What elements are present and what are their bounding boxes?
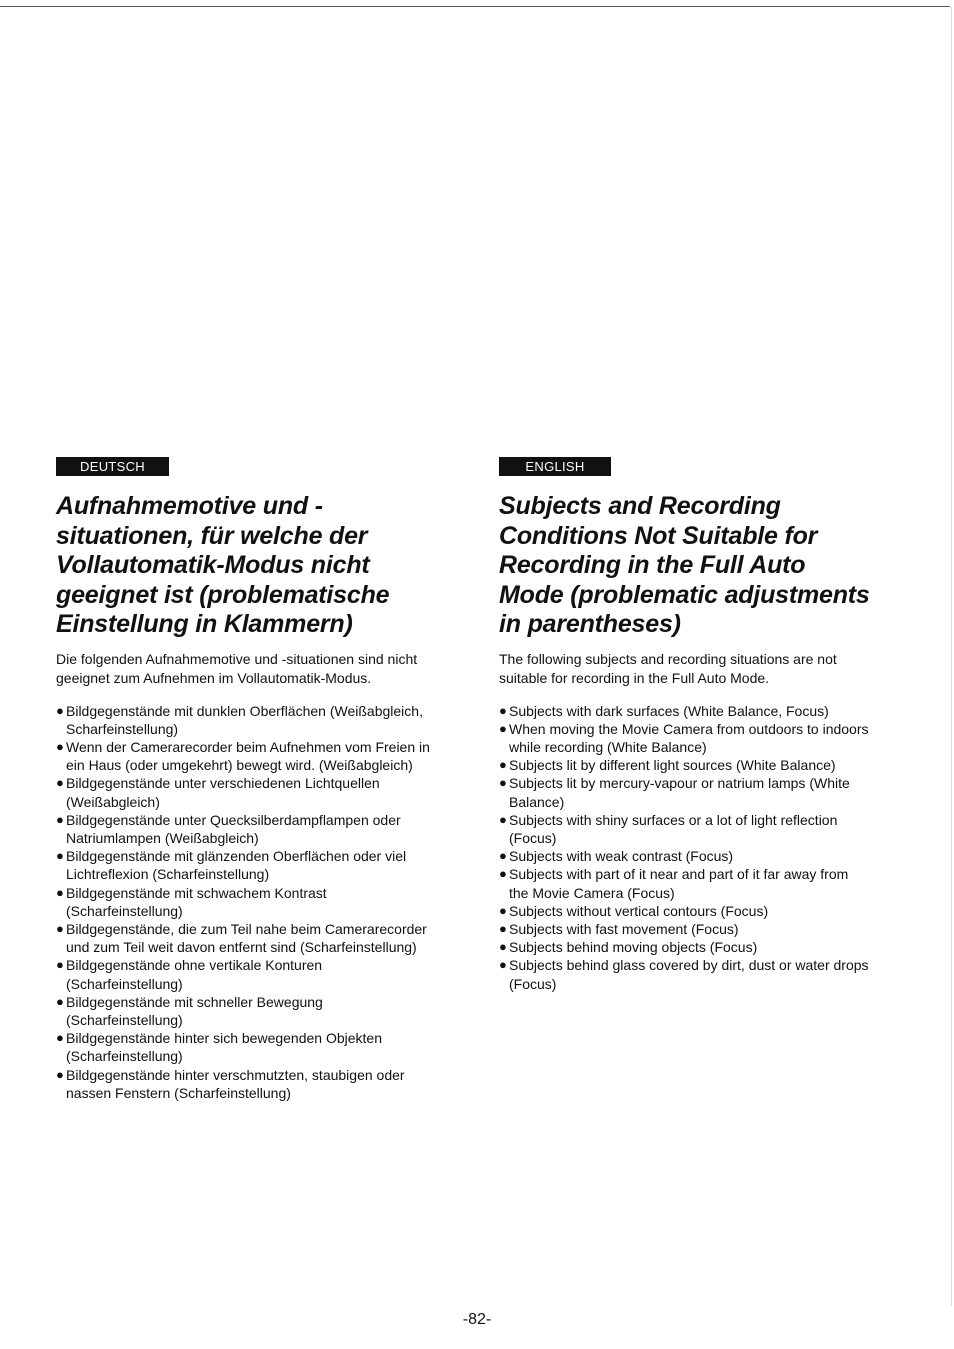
list-item xyxy=(499,938,871,956)
bullet-icon: ● xyxy=(499,811,507,827)
list-item-text: Subjects lit by mercury-vapour or natrium lamps (White Balance) xyxy=(509,775,850,810)
list-item-text: Bildgegenstände hinter sich bewegenden Objekten (Scharfeinstellung) xyxy=(66,1030,383,1065)
bullet-icon: ● xyxy=(499,902,507,918)
bullet-icon: ● xyxy=(56,702,64,718)
list-item-text: Bildgegenstände ohne vertikale Konturen (Scharfeinstellung) xyxy=(66,957,323,992)
list-item-text: Bildgegenstände mit dunklen Oberflächen (Weißabgleich, Scharfeinstellung) xyxy=(66,702,423,737)
bullet-icon: ● xyxy=(56,1030,64,1046)
list-item-text: Subjects behind moving objects (Focus) xyxy=(509,939,758,956)
list-item-text: Bildgegenstände hinter verschmutzten, staubigen oder nassen Fenstern (Scharfeinstellung) xyxy=(66,1066,405,1101)
list-item xyxy=(499,774,871,810)
list-item xyxy=(56,1066,432,1102)
list-item-text: Bildgegenstände mit glänzenden Oberflächen oder viel Lichtreflexion (Scharfeinstellung) xyxy=(66,848,407,883)
bullet-icon: ● xyxy=(56,1066,64,1082)
list-deutsch xyxy=(56,702,432,1102)
list-item xyxy=(499,702,871,720)
list-item xyxy=(499,847,871,865)
bullet-icon: ● xyxy=(56,811,64,827)
bullet-icon: ● xyxy=(499,921,507,936)
list-english xyxy=(499,702,871,993)
list-item xyxy=(56,884,432,920)
list-item-text: Subjects with weak contrast (Focus) xyxy=(509,848,734,865)
list-item-text: Subjects with shiny surfaces or a lot of light reflection (Focus) xyxy=(509,811,838,846)
list-item-text: Bildgegenstände, die zum Teil nahe beim Camerarecorder und zum Teil weit davon entfernt sind (Scharfeinstellung) xyxy=(66,921,427,956)
bullet-icon: ● xyxy=(499,848,507,864)
bullet-icon: ● xyxy=(499,775,507,791)
bullet-icon: ● xyxy=(56,775,64,791)
bullet-icon: ● xyxy=(499,939,507,955)
list-item xyxy=(56,774,432,810)
list-item xyxy=(499,811,871,847)
bullet-icon: ● xyxy=(56,738,64,754)
list-item xyxy=(56,1029,432,1065)
list-item xyxy=(56,702,432,738)
list-item xyxy=(56,738,432,774)
list-item-text: Subjects without vertical contours (Focus) xyxy=(509,902,769,919)
heading-english: Subjects and Recording Conditions Not Suitable for Recording in the Full Auto Mode (problematic adjustments in parentheses) xyxy=(499,492,870,639)
list-item xyxy=(499,920,871,938)
list-item-text: When moving the Movie Camera from outdoors to indoors while recording (White Balance) xyxy=(509,720,869,755)
list-item-text: Bildgegenstände unter verschiedenen Lichtquellen (Weißabgleich) xyxy=(66,775,380,810)
page-number: -82- xyxy=(462,1311,492,1328)
list-item xyxy=(56,920,432,956)
list-item xyxy=(56,811,432,847)
list-item-text: Subjects behind glass covered by dirt, dust or water drops (Focus) xyxy=(509,957,869,992)
list-item-text: Subjects with dark surfaces (White Balance, Focus) xyxy=(509,702,829,719)
intro-deutsch: Die folgenden Aufnahmemotive und -situationen sind nicht geeignet zum Aufnehmen im Vollautomatik-Modus. xyxy=(56,650,418,686)
list-item xyxy=(56,847,432,883)
bullet-icon: ● xyxy=(56,993,64,1009)
bullet-icon: ● xyxy=(499,720,507,736)
list-item-text: Subjects with fast movement (Focus) xyxy=(509,921,739,937)
bullet-icon: ● xyxy=(499,957,507,973)
top-rule xyxy=(0,6,950,7)
list-item xyxy=(499,956,871,992)
bullet-icon: ● xyxy=(56,884,64,900)
page-edge xyxy=(951,6,952,1306)
bullet-icon: ● xyxy=(56,848,64,864)
list-item-text: Subjects lit by different light sources (White Balance) xyxy=(509,757,836,774)
bullet-icon: ● xyxy=(499,866,507,882)
english-column xyxy=(499,457,871,993)
list-item-text: Bildgegenstände unter Quecksilberdampflampen oder Natriumlampen (Weißabgleich) xyxy=(66,811,401,846)
list-item xyxy=(499,756,871,774)
list-item-text: Wenn der Camerarecorder beim Aufnehmen vom Freien in ein Haus (oder umgekehrt) bewegt wird. (Weißabgleich) xyxy=(66,738,430,774)
list-item-text: Bildgegenstände mit schwachem Kontrast (Scharfeinstellung) xyxy=(66,884,327,919)
language-tag-english: ENGLISH xyxy=(499,457,611,476)
language-tag-deutsch: DEUTSCH xyxy=(56,457,169,476)
bullet-icon: ● xyxy=(499,757,507,773)
list-item xyxy=(56,993,432,1029)
intro-english: The following subjects and recording situations are not suitable for recording in the Full Auto Mode. xyxy=(499,650,837,686)
list-item xyxy=(499,720,871,756)
deutsch-column xyxy=(56,457,432,1102)
bullet-icon: ● xyxy=(56,921,64,936)
heading-deutsch: Aufnahmemotive und -situationen, für welche der Vollautomatik-Modus nicht geeignet ist (problematische Einstellung in Klammern) xyxy=(56,492,390,639)
list-item xyxy=(56,956,432,992)
list-item-text: Bildgegenstände mit schneller Bewegung (Scharfeinstellung) xyxy=(66,993,323,1029)
list-item xyxy=(499,865,871,901)
list-item-text: Subjects with part of it near and part of it far away from the Movie Camera (Focus) xyxy=(509,866,849,901)
bullet-icon: ● xyxy=(499,702,507,718)
list-item xyxy=(499,902,871,920)
bullet-icon: ● xyxy=(56,957,64,973)
